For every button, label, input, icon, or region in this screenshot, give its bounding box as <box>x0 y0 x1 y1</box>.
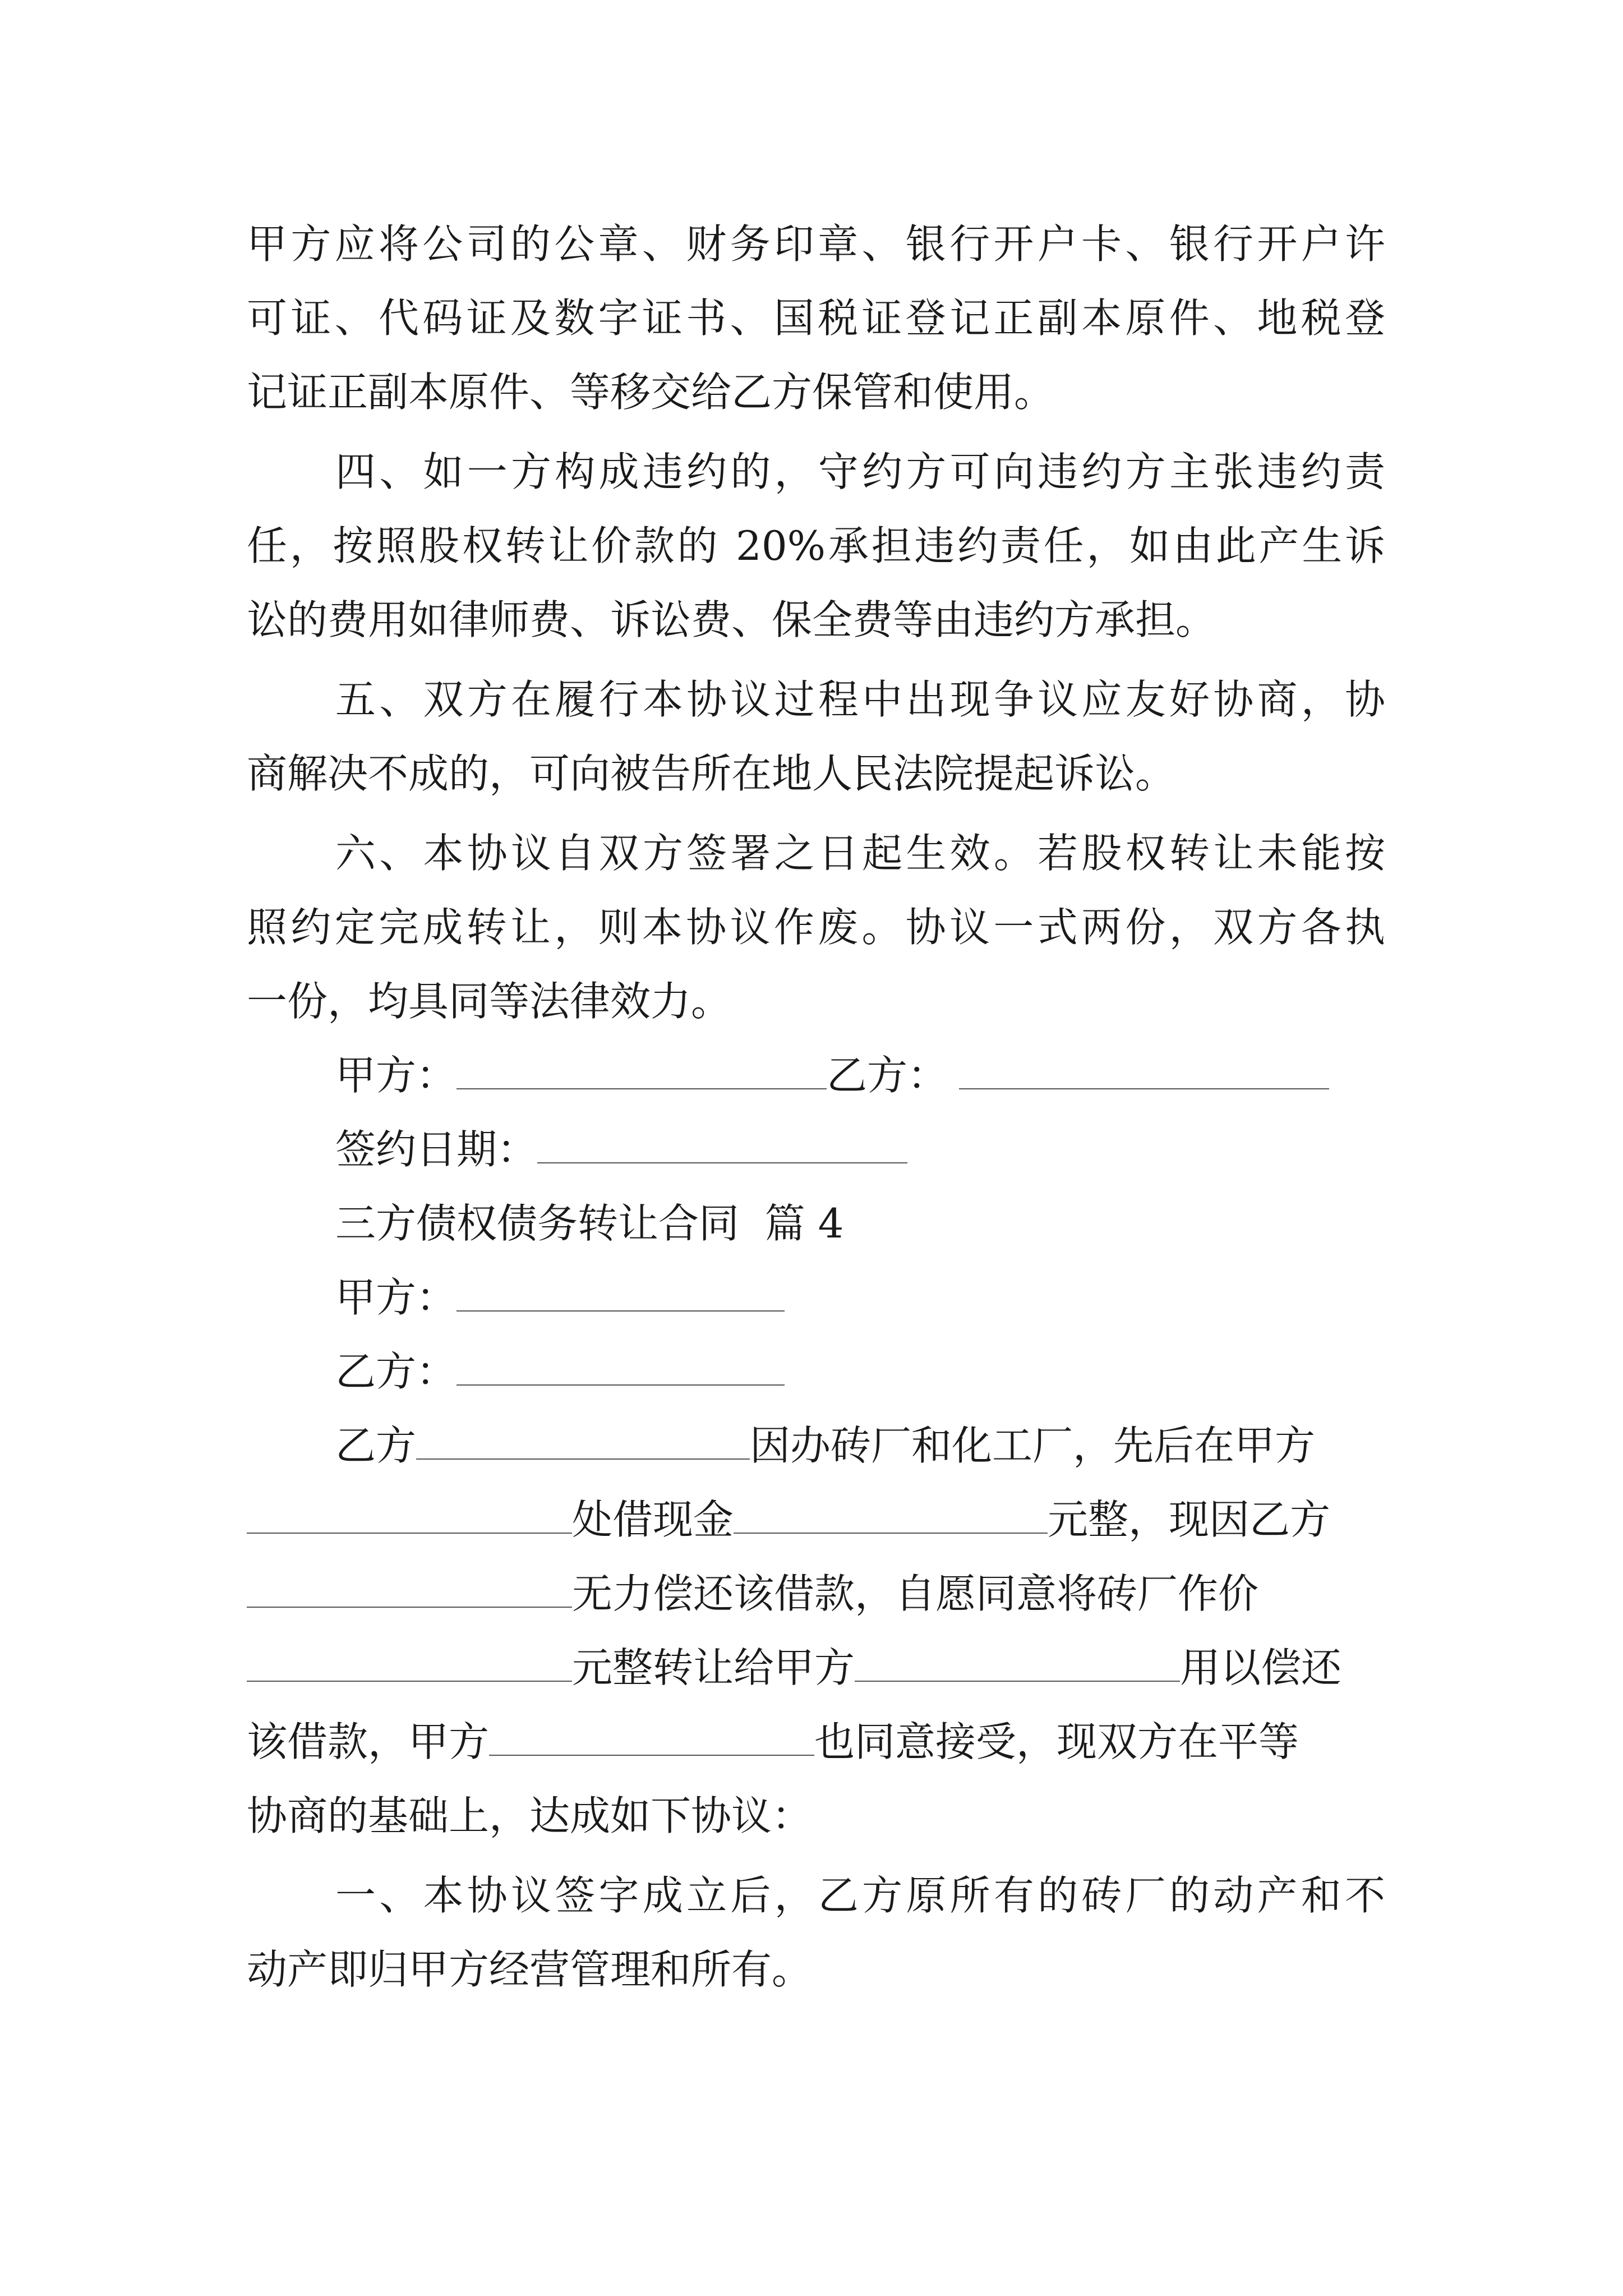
party-a-name-blank-2[interactable] <box>855 1644 1180 1682</box>
paragraph-handover-line-3: 记证正副本原件、等移交给乙方保管和使用。 <box>247 369 1055 416</box>
party-b-name-blank-2[interactable] <box>247 1570 572 1608</box>
party-b-signature-blank[interactable] <box>959 1051 1329 1089</box>
body-text: 处借现金 <box>572 1496 734 1543</box>
body-text: 也同意接受，现双方在平等 <box>814 1718 1299 1765</box>
clause-5-line-2: 商解决不成的，可向被告所在地人民法院提起诉讼。 <box>247 750 1176 797</box>
section-party-b-label: 乙方： <box>335 1348 457 1395</box>
clause-6-line-3: 一份，均具同等法律效力。 <box>247 978 732 1025</box>
body-text: 用以偿还 <box>1180 1644 1342 1691</box>
signing-date-row <box>335 1119 907 1180</box>
body-line-4 <box>247 1637 1341 1699</box>
clause-5-line-1: 五、双方在履行本协议过程中出现争议应友好协商，协 <box>335 676 1385 723</box>
signature-row <box>335 1045 1329 1106</box>
body-line-2 <box>247 1489 1330 1550</box>
section-party-b-blank[interactable] <box>457 1347 785 1386</box>
signing-date-blank[interactable] <box>537 1125 907 1163</box>
clause-6-line-2: 照约定完成转让，则本协议作废。协议一式两份，双方各执 <box>247 904 1385 951</box>
body-line-1 <box>335 1415 1315 1476</box>
body-line-6: 协商的基础上，达成如下协议： <box>247 1792 813 1839</box>
section-party-a-label: 甲方： <box>335 1274 457 1321</box>
body-text: 无力偿还该借款，自愿同意将砖厂作价 <box>572 1570 1259 1617</box>
body-line-5 <box>247 1711 1299 1773</box>
body-text: 该借款，甲方 <box>247 1718 490 1765</box>
paragraph-handover-line-2: 可证、代码证及数字证书、国税证登记正副本原件、地税登 <box>247 295 1385 342</box>
signing-date-label: 签约日期： <box>335 1126 538 1173</box>
party-a-name-blank[interactable] <box>247 1496 572 1534</box>
party-b-label: 乙方： <box>827 1052 948 1099</box>
loan-amount-blank[interactable] <box>734 1496 1048 1534</box>
section-clause-1-line-2: 动产即归甲方经营管理和所有。 <box>247 1946 813 1993</box>
section-party-a-blank[interactable] <box>457 1273 785 1312</box>
paragraph-handover-line-1: 甲方应将公司的公章、财务印章、银行开户卡、银行开户许 <box>247 220 1385 268</box>
party-a-label: 甲方： <box>335 1052 457 1099</box>
body-text: 乙方 <box>335 1422 417 1469</box>
section-party-b-row <box>335 1341 785 1402</box>
body-text: 元整，现因乙方 <box>1048 1496 1331 1543</box>
section-clause-1-line-1: 一、本协议签字成立后，乙方原所有的砖厂的动产和不 <box>335 1872 1385 1919</box>
clause-4-line-1: 四、如一方构成违约的，守约方可向违约方主张违约责 <box>335 448 1385 495</box>
section-heading: 三方债权债务转让合同 篇 4 <box>335 1200 844 1247</box>
body-text: 因办砖厂和化工厂，先后在甲方 <box>750 1422 1316 1469</box>
body-text: 元整转让给甲方 <box>572 1644 855 1691</box>
party-b-name-blank[interactable] <box>416 1421 750 1460</box>
section-party-a-row <box>335 1267 785 1328</box>
clause-4-line-3: 讼的费用如律师费、诉讼费、保全费等由违约方承担。 <box>247 596 1216 643</box>
body-line-3 <box>247 1563 1258 1625</box>
party-a-signature-blank[interactable] <box>457 1051 827 1089</box>
clause-4-line-2: 任，按照股权转让价款的 20%承担违约责任，如由此产生诉 <box>247 522 1385 569</box>
valuation-amount-blank[interactable] <box>247 1644 572 1682</box>
clause-6-line-1: 六、本协议自双方签署之日起生效。若股权转让未能按 <box>335 830 1385 877</box>
party-a-name-blank-3[interactable] <box>489 1718 814 1756</box>
